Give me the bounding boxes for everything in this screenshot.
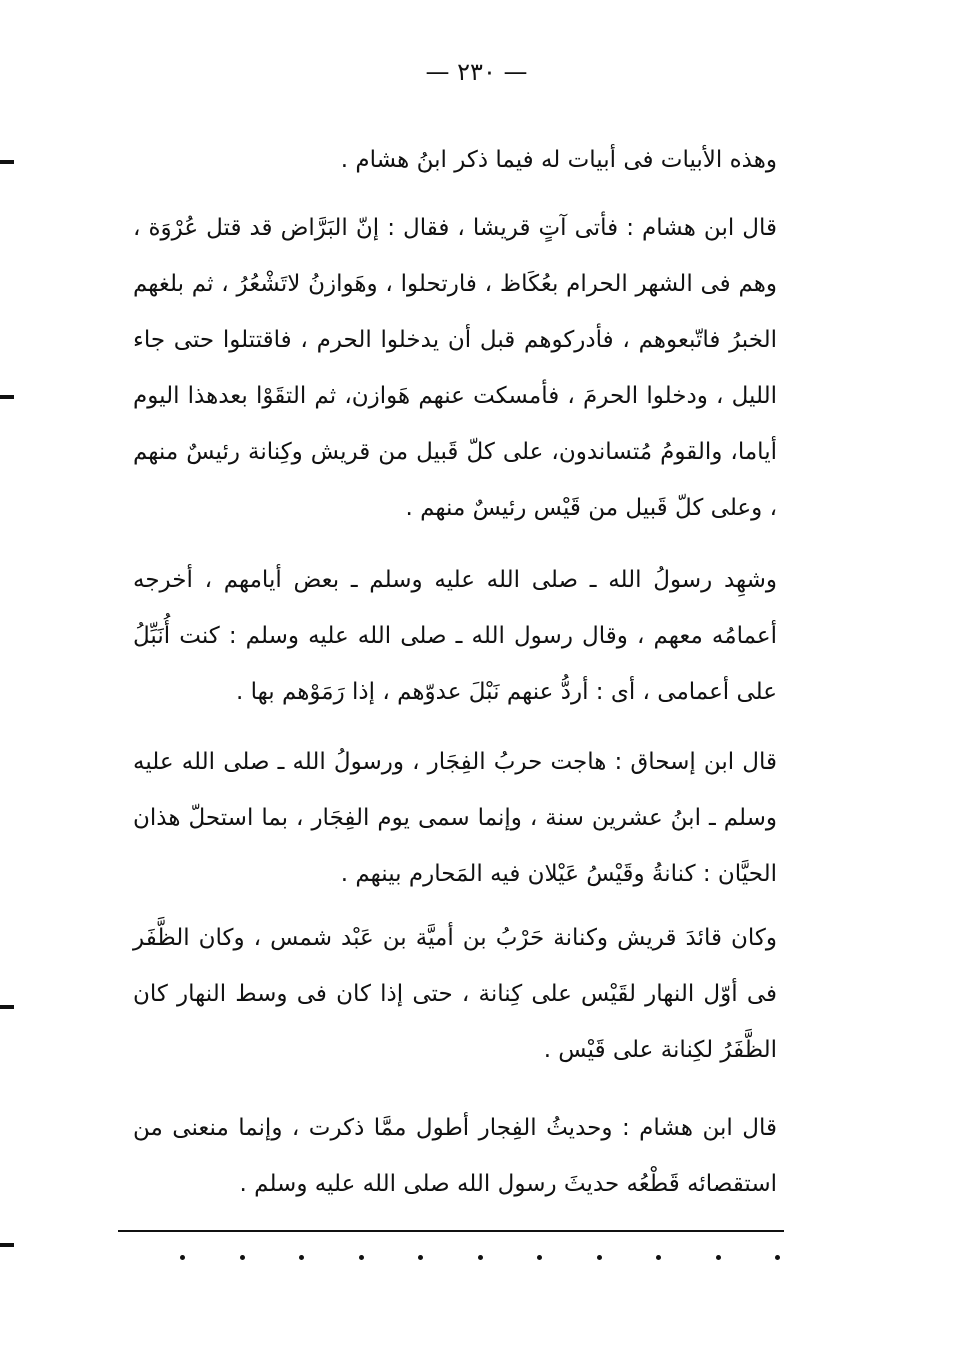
footer-dots	[180, 1250, 780, 1264]
dot	[359, 1255, 364, 1260]
dot	[299, 1255, 304, 1260]
dot	[716, 1255, 721, 1260]
paragraph-5: وكان قائدَ قريش وكنانة حَرْبُ بن أميَّة بن عَبْد شمس ، وكان الظَّفَر فى أوّل النهار لقَيْس على كِنانة ، حتى إذا كان فى وسط النهار كان الظَّفَرُ لكِنانة على قَيْس .	[133, 925, 777, 1063]
paragraph-2: قال ابن هشام : فأتى آتٍ قريشا ، فقال : إنّ البَرَّاض قد قتل عُرْوَة ، وهم فى الشهر الحرام بعُكَاظ ، فارتحلوا ، وهَوازنُ لاتَشْعُرُ ، ثم بلغهم الخبرُ فاتّبعوهم ، فأدركوهم قبل أن يدخلوا الحرم ، فاقتتلوا حتى جاء الليل ، ودخلوا الحرمَ ، فأمسكت عنهم هَوازن، ثم التقَوْا بعدهذا اليوم أياما، والقومُ مُتساندون، على كلّ قَبيل من قريش وكِنانة رئيسٌ منهم ، وعلى كلّ قَبيل من قَيْس رئيسٌ منهم .	[133, 215, 777, 521]
paragraph-3: وشهِد رسولُ الله ـ صلى الله عليه وسلم ـ بعض أيامهم ، أخرجه أعمامُه معهم ، وقال رسول الله ـ صلى الله عليه وسلم : كنت أُنَبِّلُ على أعمامى ، أى : أردُّ عنهم نَبْلَ عدوّهم ، إذا رَمَوْهم بها .	[133, 567, 777, 705]
scan-edge-mark	[0, 1005, 14, 1009]
paragraph-4: قال ابن إسحاق : هاجت حربُ الفِجَار ، ورسولُ الله ـ صلى الله عليه وسلم ـ ابنُ عشرين سنة ، وإنما سمى يوم الفِجَار ، بما استحلّ هذان الحيَّان : كنانةُ وقَيْسُ عَيْلان فيه المَحارم بينهم .	[133, 749, 777, 887]
scan-edge-mark	[0, 160, 14, 164]
footer-rule	[118, 1230, 784, 1232]
dot	[418, 1255, 423, 1260]
page-number: — ٢٣٠ —	[425, 58, 528, 86]
dot	[537, 1255, 542, 1260]
paragraph-6: قال ابن هشام : وحديثُ الفِجار أطول ممَّا ذكرت ، وإنما منعنى من استقصائه قَطْعُه حديثَ رسول الله صلى الله عليه وسلم .	[133, 1115, 777, 1197]
scan-edge-mark	[0, 1243, 14, 1247]
paragraph-1: وهذه الأبيات فى أبيات له فيما ذكر ابنُ هشام .	[340, 147, 777, 173]
scan-edge-mark	[0, 395, 14, 399]
dot	[656, 1255, 661, 1260]
dot	[478, 1255, 483, 1260]
dot	[180, 1255, 185, 1260]
dot	[240, 1255, 245, 1260]
dot	[597, 1255, 602, 1260]
dot	[775, 1255, 780, 1260]
